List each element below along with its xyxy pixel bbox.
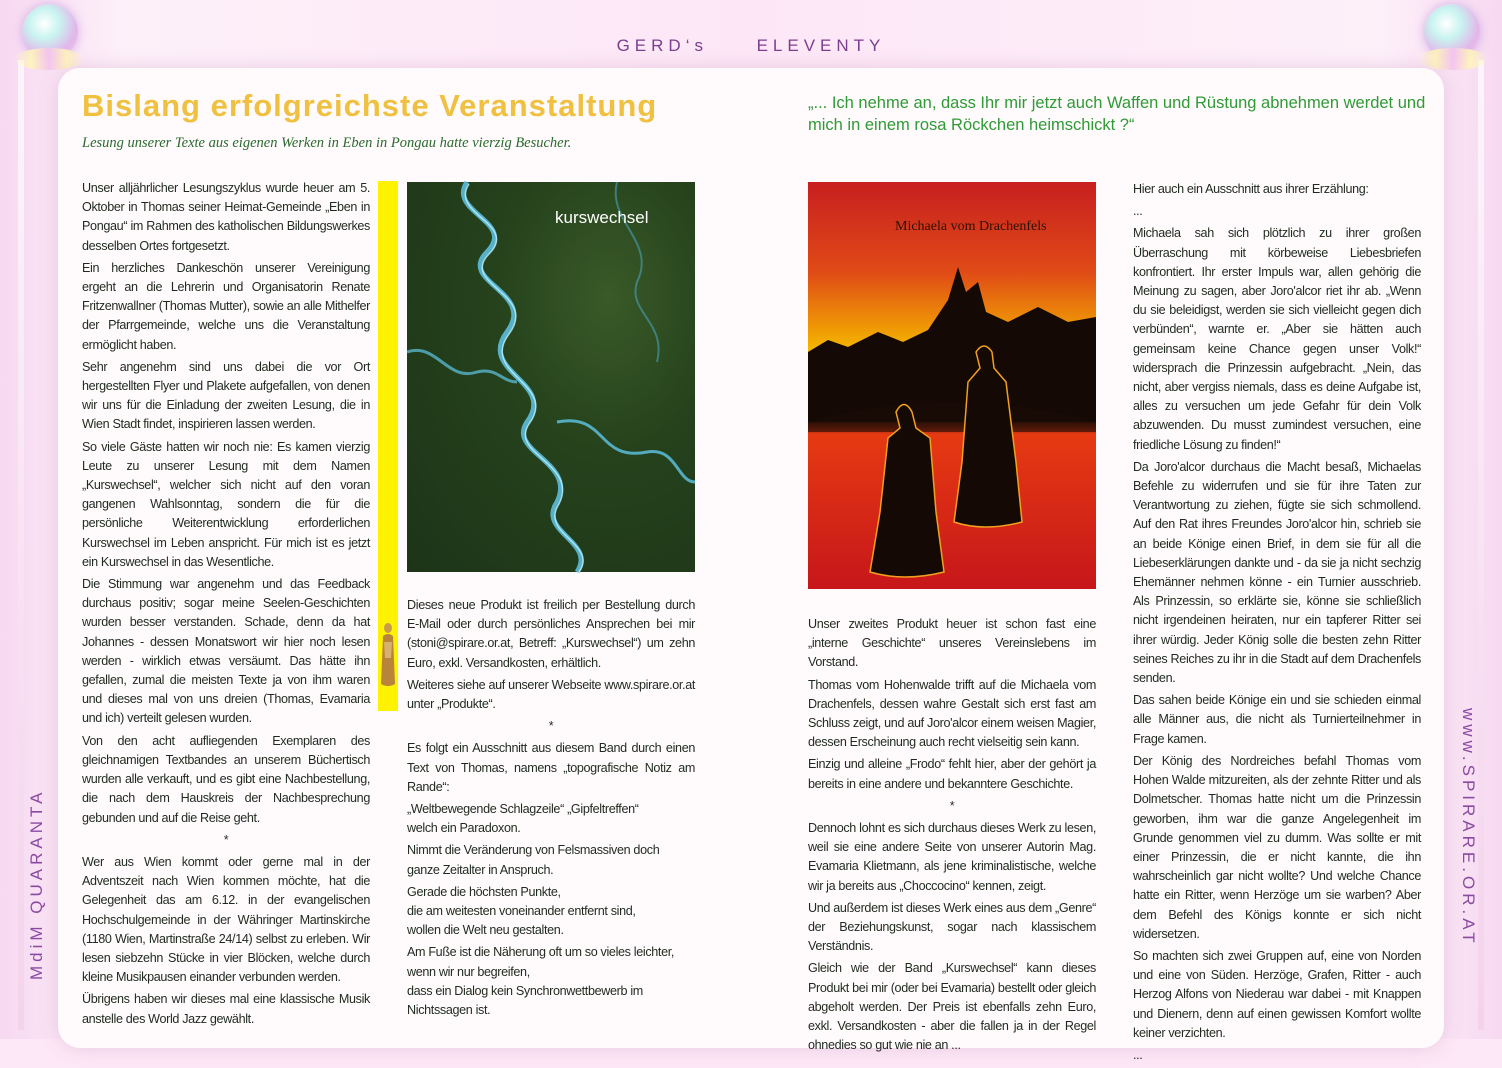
paragraph: Da Joro'alcor durchaus die Macht besaß, Michaelas Befehle zu widerrufen und sie für ihre Taten zur Verantwortung zu ziehen, fügte sie sich schmollend. Auf den Rat ihres Freundes Joro'alcor hin, schrieb sie an beide Könige einen Brief, in dem sie für all die Liebeserklärungen dankte und - da sie ja nicht sechzig Ehemänner nehmen könne - ein Turnier ausschrieb. Als Prinzessin, so erklärte sie, könne sie schließlich nicht irgendeinen heiraten, nur ein tapferer Ritter sei ihrer würdig. Jeder König solle die besten zehn Ritter seines Reiches zu ihr in die Stadt auf dem Drachenfels senden. — [1133, 459, 1421, 686]
paragraph: Gleich wie der Band „Kurswechsel“ kann dieses Produkt bei mir (oder bei Evamaria) bestellt oder gleich abgeholt werden. Der Preis ist ebenfalls zehn Euro, exkl. Versandkosten - aber die fallen ja in der Regel ohnedies so gut wie nie an ... — [808, 961, 1096, 1053]
section-separator: * — [223, 832, 229, 847]
section-separator: * — [949, 798, 955, 813]
paragraph: Und außerdem ist dieses Werk eines aus dem „Genre“ der Beziehungskunst, sogar nach klassischem Verständnis. — [808, 900, 1096, 954]
poem-stanza: Gerade die höchsten Punkte, die am weitesten voneinander entfernt sind, wollen die Welt neu gestalten. — [407, 884, 636, 938]
article-title: Bislang erfolgreichste Veranstaltung — [82, 88, 658, 123]
right-pillar — [1478, 60, 1484, 1030]
side-label-left: MdiM QUARANTA — [27, 788, 46, 980]
paragraph: Die Stimmung war angenehm und das Feedback durchaus positiv; sogar meine Seelen-Geschichten wurden besser verstanden. Schade, denn da hat Johannes - dessen Monatswort wir hier noch lesen werden - wirklich etwas versäumt. Das hätte ihn gefallen, zumal die meisten Texte ja von ihm waren und dieses mal von uns dreien (Thomas, Evamaria und ich) verteilt gelesen wurden. — [82, 577, 370, 726]
side-label-right: www.SPIRARE.OR.AT — [1459, 708, 1478, 947]
book-cover-title: Michaela vom Drachenfels — [895, 219, 1047, 234]
paragraph: Dennoch lohnt es sich durchaus dieses Werk zu lesen, weil sie eine andere Seite von unserer Autorin Mag. Evamaria Klietmann, als jene kriminalistische, welche wir ja bereits aus „Choccocino“ kennen, zeigt. — [808, 821, 1096, 893]
paragraph: Thomas vom Hohenwalde trifft auf die Michaela vom Drachenfels, dessen wahre Gestalt sich erst fast am Schluss zeigt, und auf Joro'alcor einem weisen Magier, dessen Erscheinung auch recht vielseitig sein kann. — [808, 677, 1096, 750]
left-pillar — [18, 60, 24, 1030]
paragraph: Von den acht aufliegenden Exemplaren des gleichnamigen Textbandes an unserem Büchertisch wurden alle verkauft, und es gibt eine Nachbestellung, die nach dem Hauskreis der Nachbesprechung gebunden und auf die Reise geht. — [82, 733, 370, 825]
paragraph: Ein herzliches Dankeschön unserer Vereinigung ergeht an die Lehrerin und Organisatorin Renate Fritzenwallner (Thomas Mutter), sowie an alle Mithelfer der Pfarrgemeinde, welche uns die Veranstaltung ermöglicht haben. — [82, 260, 370, 352]
paragraph: Sehr angenehm sind uns dabei die vor Ort hergestellten Flyer und Plakete aufgefallen, von denen wir uns für die Einladung der zweiten Lesung, die in Wien Stadt findet, inspirieren lassen werden. — [82, 359, 370, 432]
paragraph: Dieses neue Produkt ist freilich per Bestellung durch E-Mail oder durch persönliches Ansprechen bei mir (stoni@spirare.or.at, Betreff: „Kurswechsel“) um zehn Euro, exkl. Versandkosten, erhältlich. — [407, 598, 695, 670]
paragraph: Der König des Nordreiches befahl Thomas vom Hohen Walde mitzureiten, als der zehnte Ritter und als Dolmetscher. Thomas hatte nicht um die Prinzessin geworben, ihm war die ganze Angelegenheit im Grunde genommen viel zu dumm. Was sollte er mit einer Prinzessin, die er nicht kannte, die ihn wahrscheinlich gar nicht wollte? Und welche Chance hatte ein Ritter, wenn Herzöge um sie warben? Aber dem Befehl des Königs konnte er sich nicht widersetzen. — [1133, 753, 1421, 941]
paragraph: Wer aus Wien kommt oder gerne mal in der Adventszeit nach Wien kommen möchte, hat die Gelegenheit das am 6.12. in der evangelischen Hochschulgemeinde in der Währinger Martinskirche (1180 Wien, Martinstraße 24/14) selbst zu erleben. Wir lesen siebzehn Stücke in vier Blöcken, welche durch kleine Musikpausen einander verbunden werden. — [82, 854, 370, 985]
paragraph: Unser zweites Produkt heuer ist schon fast eine „interne Geschichte“ unseres Vereinslebens im Vorstand. — [808, 617, 1096, 670]
article-column-3 — [808, 615, 1096, 1058]
paragraph: Übrigens haben wir dieses mal eine klassische Musik anstelle des World Jazz gewählt. — [82, 992, 370, 1026]
paragraph: Es folgt ein Ausschnitt aus diesem Band durch einen Text von Thomas, namens „topografische Notiz am Rande“: — [407, 741, 695, 794]
paragraph: So machten sich zwei Gruppen auf, eine von Norden und eine von Süden. Herzöge, Grafen, Ritter - auch Herzog Alfons von Niederau war dabei - mit Knappen und Dienern, denn auf einen gewissen Komfort wollte keiner verzichten. — [1133, 948, 1421, 1040]
article-column-2 — [407, 596, 695, 1023]
magazine-header: GERD‘s ELEVENTY — [616, 36, 886, 55]
paragraph: Das sahen beide Könige ein und sie schieden einmal alle Männer aus, die nicht als Turnierteilnehmer in Frage kamen. — [1133, 693, 1421, 746]
poem-stanza: „Weltbewegende Schlagzeile“ „Gipfeltreffen“ welch ein Paradoxon. — [407, 802, 639, 836]
book-cover-image — [808, 182, 1096, 589]
image-caption-kurswechsel: kurswechsel — [555, 208, 649, 227]
paragraph: Unser alljährlicher Lesungszyklus wurde heuer am 5. Oktober in Thomas seiner Heimat-Gemeinde „Eben in Pongau“ im Rahmen des katholischen Bildungswerkes desselben Ortes fortgesetzt. — [82, 181, 370, 253]
paragraph: Einzig und alleine „Frodo“ fehlt hier, aber der gehört ja bereits in eine andere und bekanntere Geschichte. — [808, 757, 1096, 791]
paragraph: So viele Gäste hatten wir noch nie: Es kamen vierzig Leute zu unserer Lesung mit dem Namen „Kurswechsel“, welcher sich nicht auf den voran gangenen Wahlsonntag, sondern die für die persönliche Weiterentwicklung erforderlichen Kurswechsel im Leben anspricht. Für mich ist es jetzt ein Kurswechsel in das Wesentliche. — [82, 439, 370, 569]
poem-stanza: Nimmt die Veränderung von Felsmassiven doch ganze Zeitalter in Anspruch. — [407, 843, 660, 877]
ellipsis: ... — [1133, 1047, 1143, 1062]
poem-stanza: Am Fuße ist die Näherung oft um so vieles leichter, wenn wir nur begreifen, dass ein Dialog kein Synchronwettbewerb im Nichtssagen ist. — [407, 945, 675, 1018]
paragraph: Hier auch ein Ausschnitt aus ihrer Erzählung: — [1133, 182, 1369, 196]
section-separator: * — [548, 719, 554, 734]
pull-quote: „... Ich nehme an, dass Ihr mir jetzt auch Waffen und Rüstung abnehmen werdet und mich in einem rosa Röckchen heimschickt ?“ — [808, 94, 1426, 134]
article-subtitle: Lesung unserer Texte aus eigenen Werken in Eben in Pongau hatte vierzig Besucher. — [82, 135, 572, 151]
article-column-1 — [82, 179, 370, 1032]
article-column-4 — [1133, 180, 1421, 1068]
river-satellite-image — [407, 182, 695, 572]
figurine-icon — [378, 618, 398, 690]
paragraph: Weiteres siehe auf unserer Webseite www.spirare.or.at unter „Produkte“. — [407, 677, 695, 712]
ellipsis: ... — [1133, 204, 1143, 219]
paragraph: Michaela sah sich plötzlich zu ihrer großen Überraschung mit körbeweise Liebesbriefen konfrontiert. Ihr erster Impuls war, allen gehörig die Meinung zu sagen, aber Joro'alcor riet ihr ab. „Wenn du sie beleidigst, werden sie sich vielleicht gegen dich verbünden“, warnte er. „Aber sie hätten auch gemeinsam keine Chance gegen unser Volk!“ widersprach die Prinzessin aufgebracht. „Nein, das nicht, aber vergiss niemals, dass es deine Aufgabe ist, alles zu versuchen um jede Gefahr für dein Volk abzuwenden. Du musst zumindest versuchen, eine friedliche Lösung zu finden!“ — [1133, 226, 1421, 452]
